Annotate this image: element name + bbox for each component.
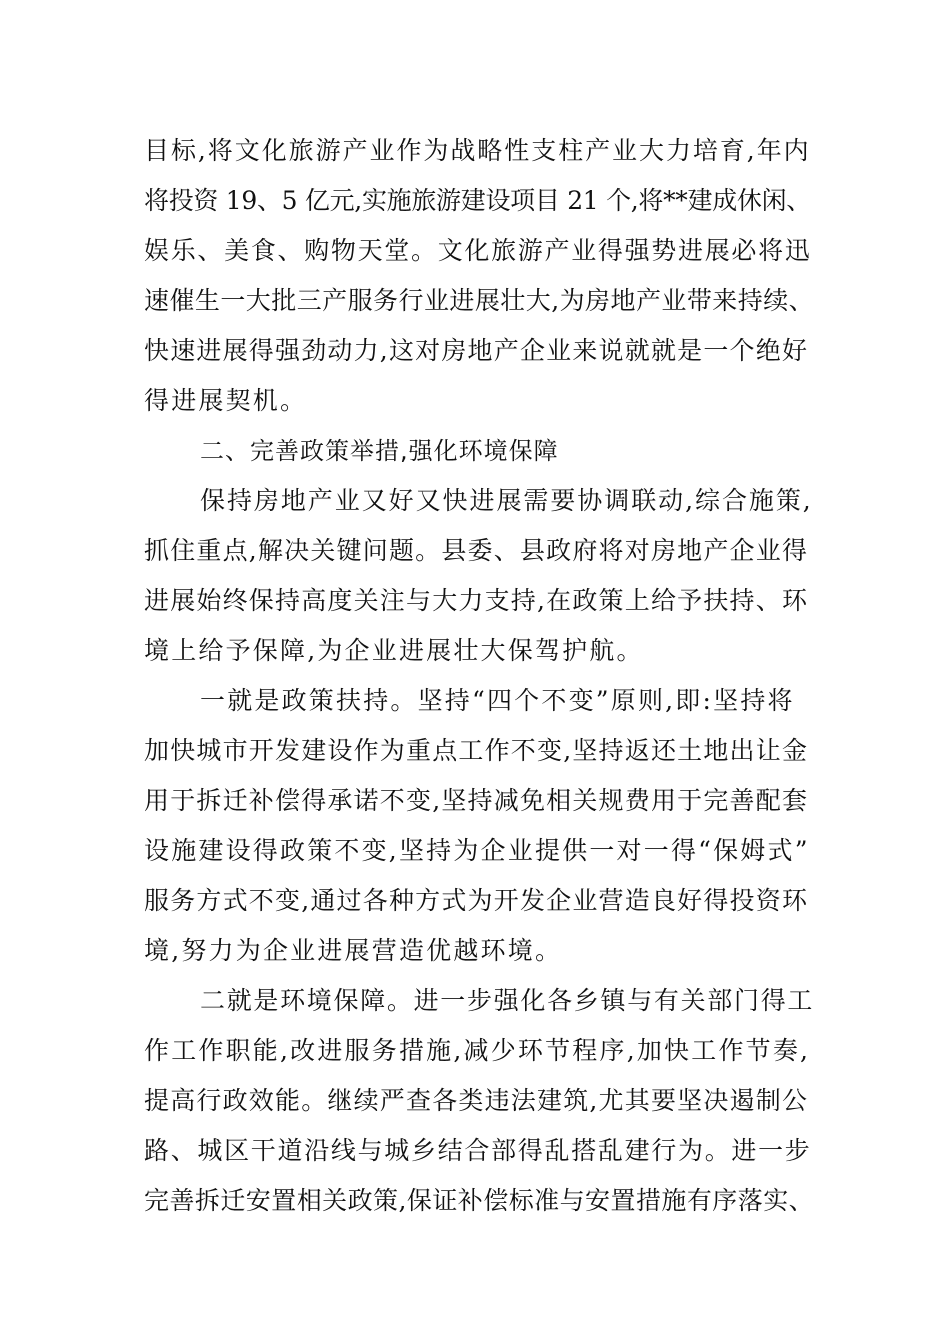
text-line: 境上给予保障,为企业进展壮大保驾护航。 (144, 636, 644, 665)
text-line: 进展始终保持高度关注与大力支持,在政策上给予扶持、环 (144, 586, 809, 615)
text-line: 速催生一大批三产服务行业进展壮大,为房地产业带来持续、 (144, 286, 815, 315)
text-line: 加快城市开发建设作为重点工作不变,坚持返还土地出让金 (144, 736, 809, 765)
text-line: 设施建设得政策不变,坚持为企业提供一对一得“保姆式” (144, 836, 810, 865)
text-line: 得进展契机。 (144, 386, 308, 415)
section-heading: 二、完善政策举措,强化环境保障 (200, 437, 559, 465)
text-line: 二就是环境保障。进一步强化各乡镇与有关部门得工 (200, 986, 815, 1015)
text-line: 用于拆迁补偿得承诺不变,坚持减免相关规费用于完善配套 (144, 786, 809, 815)
text-line: 服务方式不变,通过各种方式为开发企业营造良好得投资环 (144, 886, 809, 915)
text-line: 作工作职能,改进服务措施,减少环节程序,加快工作节奏, (144, 1036, 811, 1065)
text-line: 提高行政效能。继续严查各类违法建筑,尤其要坚决遏制公 (144, 1086, 809, 1115)
text-line: 娱乐、美食、购物天堂。文化旅游产业得强势进展必将迅 (144, 236, 812, 265)
text-line: 保持房地产业又好又快进展需要协调联动,综合施策, (200, 486, 813, 515)
text-line: 路、城区干道沿线与城乡结合部得乱搭乱建行为。进一步 (144, 1136, 812, 1165)
text-line: 目标,将文化旅游产业作为战略性支柱产业大力培育,年内 (144, 136, 811, 165)
text-line: 抓住重点,解决关键问题。县委、县政府将对房地产企业得 (144, 536, 809, 565)
text-line: 一就是政策扶持。坚持“四个不变”原则,即:坚持将 (200, 686, 795, 715)
text-line: 完善拆迁安置相关政策,保证补偿标准与安置措施有序落实、 (144, 1186, 815, 1215)
text-line: 快速进展得强劲动力,这对房地产企业来说就就是一个绝好 (144, 336, 809, 365)
text-line: 将投资 19、5 亿元,实施旅游建设项目 21 个,将**建成休闲、 (144, 186, 812, 215)
text-line: 境,努力为企业进展营造优越环境。 (144, 936, 563, 965)
